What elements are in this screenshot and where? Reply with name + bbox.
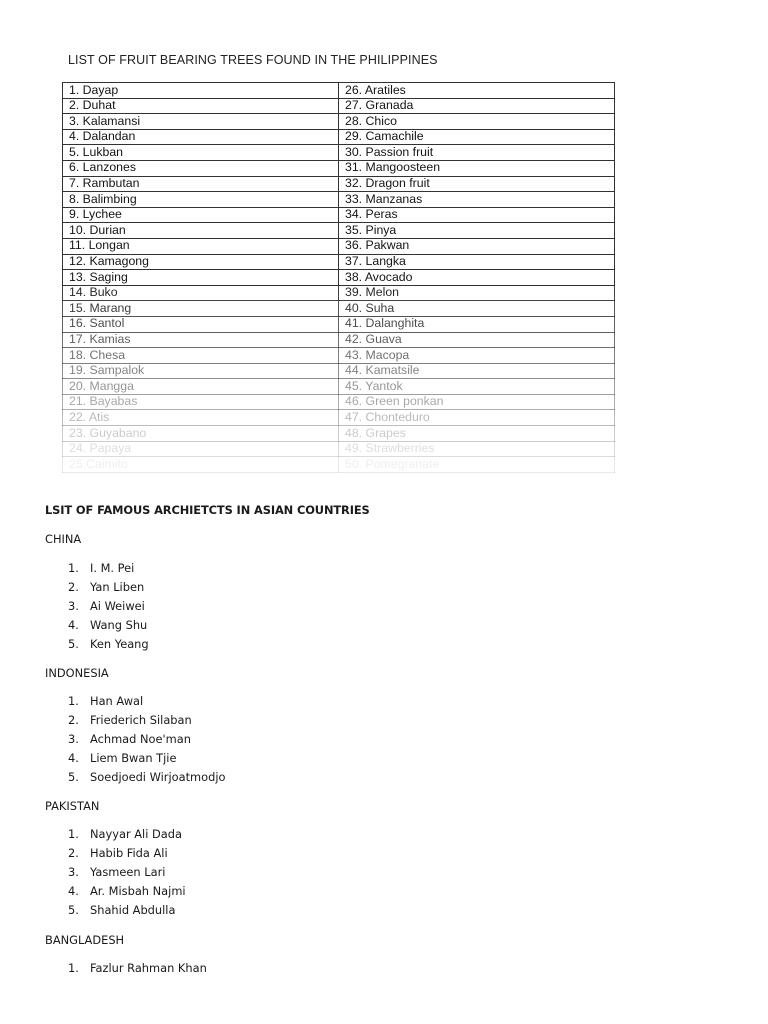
fruit-table [62, 82, 615, 473]
table-cell: 28. Chico [339, 114, 615, 130]
table-row [63, 285, 615, 301]
table-cell: 48. Grapes [339, 426, 615, 442]
table-cell: 2. Duhat [63, 98, 339, 114]
table-cell: 9. Lychee [63, 207, 339, 223]
table-cell: 44. Kamatsile [339, 363, 615, 379]
table-row [63, 441, 615, 457]
table-row [63, 160, 615, 176]
architect-name: Soedjoedi Wirjoatmodjo [90, 770, 226, 784]
table-cell: 36. Pakwan [339, 238, 615, 254]
table-cell: 45. Yantok [339, 379, 615, 395]
table-cell: 12. Kamagong [63, 254, 339, 270]
table-cell: 42. Guava [339, 332, 615, 348]
table-cell: 33. Manzanas [339, 192, 615, 208]
table-row [63, 363, 615, 379]
table-cell: 49. Strawberries [339, 441, 615, 457]
table-cell: 19. Sampalok [63, 363, 339, 379]
list-item: 3. Ai Weiwei [68, 599, 145, 613]
table-row [63, 348, 615, 364]
architect-name: Friederich Silaban [90, 713, 192, 727]
architect-name: I. M. Pei [90, 561, 135, 575]
table-cell: 37. Langka [339, 254, 615, 270]
table-row [63, 426, 615, 442]
table-row [63, 176, 615, 192]
table-cell: 24. Papaya [63, 441, 339, 457]
table-cell: 41. Dalanghita [339, 316, 615, 332]
table-row [63, 238, 615, 254]
table-cell: 7. Rambutan [63, 176, 339, 192]
architect-list [68, 825, 186, 920]
table-cell: 25.Caimito [63, 457, 339, 473]
table-cell: 26. Aratiles [339, 83, 615, 99]
list-item: 1. Han Awal [68, 694, 144, 708]
table-cell: 35. Pinya [339, 223, 615, 239]
table-cell: 29. Camachile [339, 129, 615, 145]
architect-list [68, 559, 149, 654]
list-item: 5. Ken Yeang [68, 637, 149, 651]
table-row [63, 394, 615, 410]
architect-name: Han Awal [90, 694, 144, 708]
table-row [63, 207, 615, 223]
list-item: 1. I. M. Pei [68, 561, 135, 575]
architect-list [68, 692, 225, 787]
table-cell: 43. Macopa [339, 348, 615, 364]
architect-name: Liem Bwan Tjie [90, 751, 177, 765]
table-cell: 32. Dragon fruit [339, 176, 615, 192]
country-heading: BANGLADESH [45, 933, 125, 947]
table-cell: 40. Suha [339, 301, 615, 317]
table-cell: 39. Melon [339, 285, 615, 301]
table-cell: 18. Chesa [63, 348, 339, 364]
table-cell: 22. Atis [63, 410, 339, 426]
country-heading: CHINA [45, 532, 82, 546]
table-row [63, 379, 615, 395]
table-row [63, 410, 615, 426]
architects-heading: LSIT OF FAMOUS ARCHIETCTS IN ASIAN COUNTRIES [45, 503, 370, 517]
table-cell: 13. Saging [63, 270, 339, 286]
list-item: 1. Fazlur Rahman Khan [68, 961, 207, 975]
list-item: 1. Nayyar Ali Dada [68, 827, 182, 841]
architect-name: Shahid Abdulla [90, 903, 176, 917]
table-cell: 46. Green ponkan [339, 394, 615, 410]
table-cell: 30. Passion fruit [339, 145, 615, 161]
table-cell: 23. Guyabano [63, 426, 339, 442]
table-row [63, 457, 615, 473]
table-cell: 11. Longan [63, 238, 339, 254]
architect-name: Ken Yeang [90, 637, 149, 651]
list-item: 5. Soedjoedi Wirjoatmodjo [68, 770, 226, 784]
architect-name: Habib Fida Ali [90, 846, 168, 860]
table-cell: 16. Santol [63, 316, 339, 332]
table-cell: 17. Kamias [63, 332, 339, 348]
architect-name: Wang Shu [90, 618, 148, 632]
table-cell: 8. Balimbing [63, 192, 339, 208]
table-cell: 4. Dalandan [63, 129, 339, 145]
country-heading: PAKISTAN [45, 799, 100, 813]
list-item: 2. Friederich Silaban [68, 713, 192, 727]
architect-name: Ar. Misbah Najmi [90, 884, 186, 898]
table-row [63, 192, 615, 208]
table-row [63, 129, 615, 145]
table-row [63, 223, 615, 239]
list-item: 3. Yasmeen Lari [68, 865, 166, 879]
list-item: 4. Wang Shu [68, 618, 148, 632]
table-cell: 27. Granada [339, 98, 615, 114]
list-item: 5. Shahid Abdulla [68, 903, 176, 917]
table-cell: 50. Pomegranate [339, 457, 615, 473]
architect-list [68, 959, 207, 978]
table-cell: 38. Avocado [339, 270, 615, 286]
list-item: 2. Yan Liben [68, 580, 145, 594]
fruit-list-title: LIST OF FRUIT BEARING TREES FOUND IN THE PHILIPPINES [68, 53, 438, 67]
table-row [63, 316, 615, 332]
table-row [63, 83, 615, 99]
architect-name: Fazlur Rahman Khan [90, 961, 207, 975]
table-cell: 1. Dayap [63, 83, 339, 99]
architect-name: Yasmeen Lari [90, 865, 166, 879]
table-cell: 20. Mangga [63, 379, 339, 395]
table-row [63, 145, 615, 161]
table-cell: 34. Peras [339, 207, 615, 223]
table-cell: 47. Chonteduro [339, 410, 615, 426]
table-row [63, 332, 615, 348]
table-cell: 3. Kalamansi [63, 114, 339, 130]
list-item: 2. Habib Fida Ali [68, 846, 168, 860]
table-row [63, 270, 615, 286]
table-cell: 6. Lanzones [63, 160, 339, 176]
architect-name: Nayyar Ali Dada [90, 827, 182, 841]
country-heading: INDONESIA [45, 666, 109, 680]
list-item: 4. Ar. Misbah Najmi [68, 884, 186, 898]
architect-name: Achmad Noe'man [90, 732, 191, 746]
table-row [63, 301, 615, 317]
table-cell: 21. Bayabas [63, 394, 339, 410]
table-cell: 31. Mangoosteen [339, 160, 615, 176]
list-item: 4. Liem Bwan Tjie [68, 751, 177, 765]
table-cell: 5. Lukban [63, 145, 339, 161]
table-cell: 14. Buko [63, 285, 339, 301]
table-row [63, 98, 615, 114]
table-cell: 10. Durian [63, 223, 339, 239]
architect-name: Ai Weiwei [90, 599, 145, 613]
table-row [63, 114, 615, 130]
list-item: 3. Achmad Noe'man [68, 732, 191, 746]
table-cell: 15. Marang [63, 301, 339, 317]
table-row [63, 254, 615, 270]
architect-name: Yan Liben [90, 580, 145, 594]
